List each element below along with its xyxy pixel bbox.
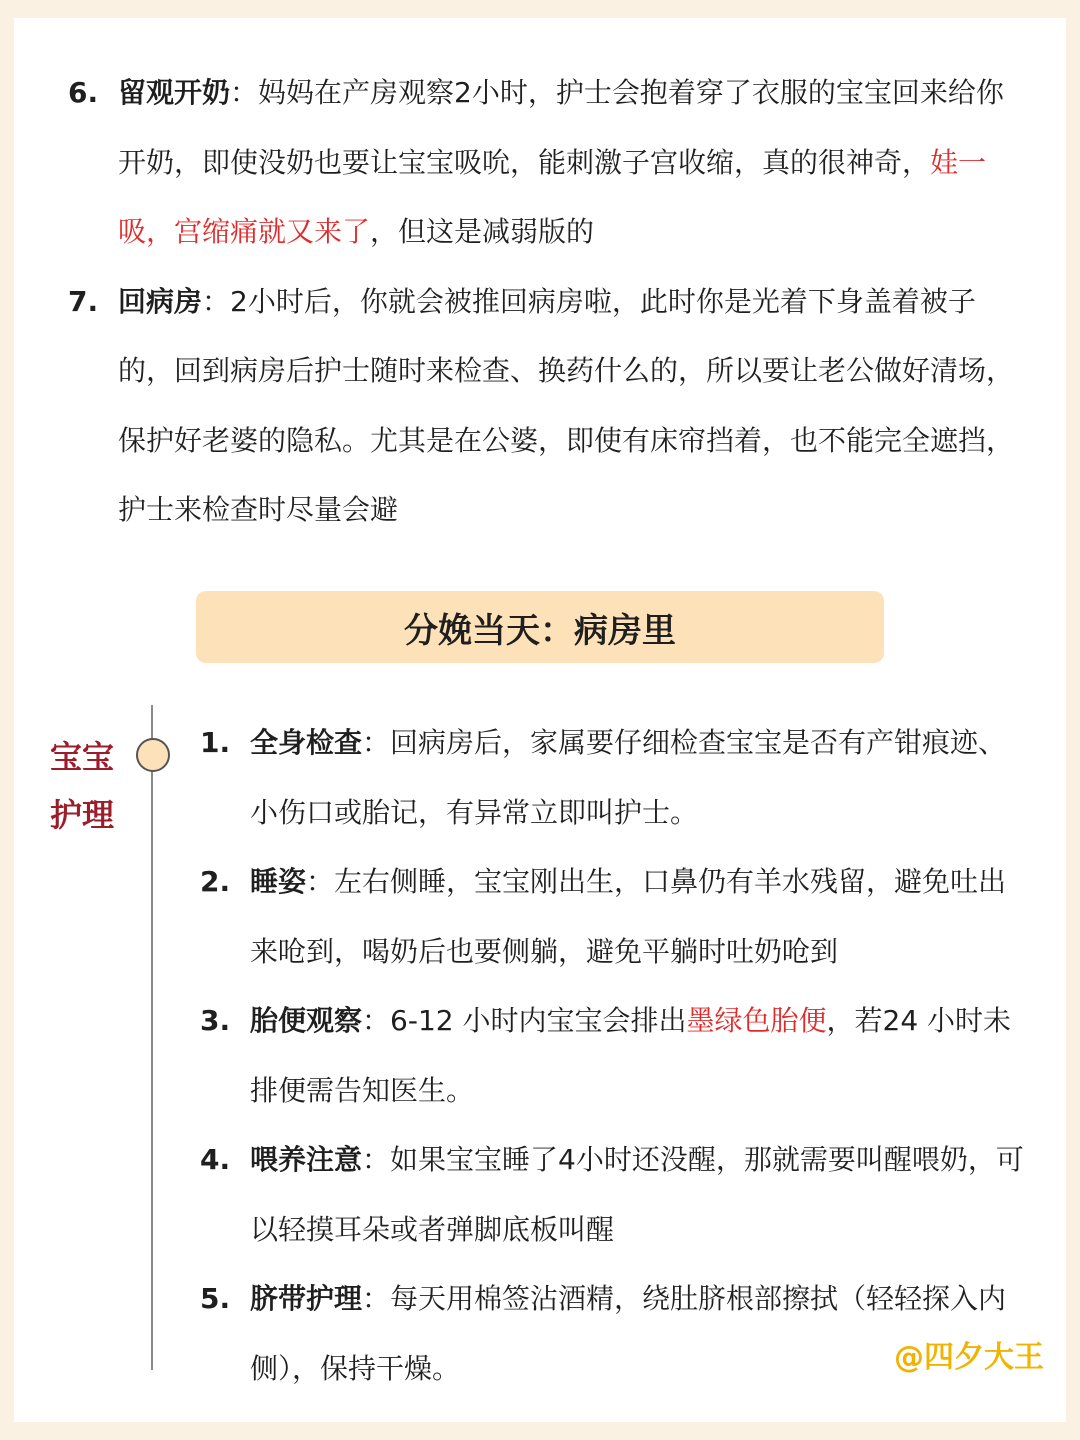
item-number: 2.: [200, 865, 231, 898]
list-item: [200, 986, 1030, 1125]
item-separator: ：: [230, 76, 259, 109]
item-separator: ：: [202, 284, 231, 318]
list-item: [200, 708, 1030, 847]
top-list: [68, 58, 1018, 545]
item-number: 4.: [200, 1143, 231, 1176]
section-title: 分娩当天：病房里: [404, 610, 676, 651]
item-text: 回病房后，家属要仔细检查宝宝是否有产钳痕迹、小伤口或胎记，有异常立即叫护士。: [250, 726, 1007, 829]
timeline-dot: [136, 738, 170, 772]
item-term: 胎便观察: [250, 1004, 363, 1037]
item-term: 脐带护理: [250, 1282, 363, 1315]
list-item: [200, 1125, 1030, 1264]
item-separator: ：: [362, 726, 391, 759]
list-item: [200, 847, 1030, 986]
care-list: [200, 708, 1030, 1403]
item-number: 5.: [200, 1282, 231, 1315]
item-highlight: 墨绿色胎便: [686, 1004, 827, 1037]
item-highlight: 娃一吸，宫缩痛就又来了: [118, 145, 987, 248]
timeline-line: [151, 705, 153, 1370]
side-label: 宝宝护理: [50, 738, 115, 834]
item-text: 左右侧睡，宝宝刚出生，口鼻仍有羊水残留，避免吐出来呛到，喝奶后也要侧躺，避免平躺时吐奶呛到: [250, 865, 1007, 968]
item-text: 每天用棉签沾酒精，绕肚脐根部擦拭（轻轻探入内侧），保持干燥。: [250, 1282, 1007, 1385]
item-text: 妈妈在产房观察2小时，护士会抱着穿了衣服的宝宝回来给你开奶，即使没奶也要让宝宝吸吮，能刺激子宫收缩，真的很神奇，: [118, 76, 1004, 179]
item-number: 6.: [68, 76, 99, 109]
item-text: 6-12 小时内宝宝会排出: [390, 1004, 687, 1037]
item-separator: ：: [362, 1143, 391, 1176]
item-term: 睡姿: [250, 865, 307, 898]
item-text-after: ，若24 小时未排便需告知医生。: [250, 1004, 1012, 1107]
author-watermark: @四夕大王: [894, 1340, 1044, 1375]
item-number: 1.: [200, 726, 231, 759]
item-number: 7.: [68, 284, 99, 318]
item-term: 留观开奶: [118, 76, 231, 109]
item-term: 喂养注意: [250, 1143, 363, 1176]
item-text: 如果宝宝睡了4小时还没醒，那就需要叫醒喂奶，可以轻摸耳朵或者弹脚底板叫醒: [250, 1143, 1024, 1246]
list-item: [68, 58, 1018, 267]
item-term: 全身检查: [250, 726, 363, 759]
item-text: 2小时后，你就会被推回病房啦，此时你是光着下身盖着被子的，回到病房后护士随时来检查、换药什么的，所以要让老公做好清场，保护好老婆的隐私。尤其是在公婆，即使有床帘挡着，也不能完全遮挡，护士来检查时尽量会避: [118, 284, 1015, 526]
list-item: [68, 267, 1018, 545]
item-separator: ：: [362, 1004, 391, 1037]
item-separator: ：: [306, 865, 335, 898]
item-separator: ：: [362, 1282, 391, 1315]
section-title-banner: [196, 591, 884, 663]
item-term: 回病房: [118, 284, 203, 318]
item-text-after: ，但这是减弱版的: [370, 215, 595, 248]
item-number: 3.: [200, 1004, 231, 1037]
